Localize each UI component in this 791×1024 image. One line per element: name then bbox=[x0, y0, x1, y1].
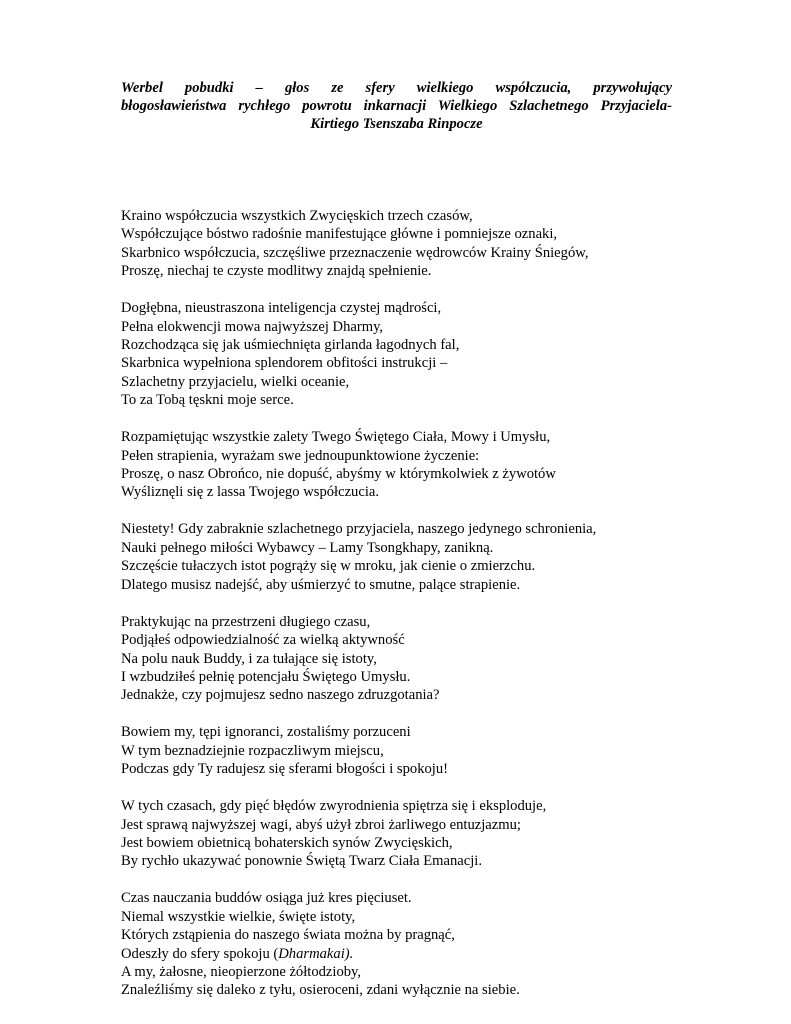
verse-line: W tym beznadziejnie rozpaczliwym miejscu, bbox=[121, 742, 384, 759]
verse-line: Niestety! Gdy zabraknie szlachetnego przyjaciela, naszego jedynego schronienia, bbox=[121, 521, 597, 538]
verse-line: Skarbnica wypełniona splendorem obfitości instrukcji – bbox=[121, 355, 448, 372]
verse-line: Jest bowiem obietnicą bohaterskich synów Zwycięskich, bbox=[121, 834, 453, 851]
verse-line: Praktykując na przestrzeni długiego czasu, bbox=[121, 613, 371, 630]
verse-line: Czas nauczania buddów osiąga już kres pięciuset. bbox=[121, 890, 412, 907]
verse-line: W tych czasach, gdy pięć błędów zwyrodnienia spiętrza się i eksploduje, bbox=[121, 798, 547, 815]
poem-body bbox=[121, 207, 681, 1018]
verse-line: Nauki pełnego miłości Wybawcy – Lamy Tsongkhapy, zanikną. bbox=[121, 539, 494, 556]
verse-line: Dogłębna, nieustraszona inteligencja czystej mądrości, bbox=[121, 300, 442, 317]
verse-line: Proszę, o nasz Obrońco, nie dopuść, abyśmy w którymkolwiek z żywotów bbox=[121, 466, 556, 483]
verse-line: Których zstąpienia do naszego świata można by pragnąć, bbox=[121, 927, 455, 944]
verse-line-with-italic bbox=[121, 945, 681, 963]
stanza-1 bbox=[121, 207, 681, 281]
verse-line: Skarbnico współczucia, szczęśliwe przeznaczenie wędrowców Krainy Śniegów, bbox=[121, 244, 589, 261]
verse-line: Rozpamiętując wszystkie zalety Twego Świętego Ciała, Mowy i Umysłu, bbox=[121, 429, 551, 446]
verse-line: Rozchodząca się jak uśmiechnięta girlanda łagodnych fal, bbox=[121, 337, 460, 354]
verse-line: I wzbudziłeś pełnię potencjału Świętego Umysłu. bbox=[121, 668, 411, 685]
verse-line: Niemal wszystkie wielkie, święte istoty, bbox=[121, 908, 356, 925]
document-title bbox=[121, 79, 672, 134]
verse-line: Pełna elokwencji mowa najwyższej Dharmy, bbox=[121, 318, 384, 335]
stanza-8 bbox=[121, 889, 681, 999]
stanza-6 bbox=[121, 723, 681, 778]
verse-line: Jest sprawą najwyższej wagi, abyś użył zbroi żarliwego entuzjazmu; bbox=[121, 816, 521, 833]
verse-line: Kraino współczucia wszystkich Zwycięskich trzech czasów, bbox=[121, 208, 473, 224]
verse-line: To za Tobą tęskni moje serce. bbox=[121, 392, 294, 409]
verse-line: Proszę, niechaj te czyste modlitwy znajdą spełnienie. bbox=[121, 263, 432, 280]
verse-line: Wyśliznęli się z lassa Twojego współczucia. bbox=[121, 484, 380, 501]
verse-line: Podjąłeś odpowiedzialność za wielką aktywność bbox=[121, 632, 405, 649]
stanza-7 bbox=[121, 797, 681, 871]
stanza-2 bbox=[121, 299, 681, 409]
verse-line: Jednakże, czy pojmujesz sedno naszego zdruzgotania? bbox=[121, 687, 440, 704]
title-line: Werbel pobudki – głos ze sfery wielkiego współczucia, przywołujący bbox=[121, 80, 672, 96]
verse-line: Podczas gdy Ty radujesz się sferami błogości i spokoju! bbox=[121, 761, 449, 778]
verse-line: Szczęście tułaczych istot pogrąży się w mroku, jak cienie o zmierzchu. bbox=[121, 558, 536, 575]
verse-line: By rychło ukazywać ponownie Świętą Twarz Ciała Emanacji. bbox=[121, 853, 483, 870]
verse-line: Znaleźliśmy się daleko z tyłu, osieroceni, zdani wyłącznie na siebie. bbox=[121, 982, 520, 999]
title-line: Kirtiego Tsenszaba Rinpocze bbox=[310, 116, 483, 133]
verse-line: Na polu nauk Buddy, i za tułające się istoty, bbox=[121, 650, 377, 667]
verse-line: Bowiem my, tępi ignoranci, zostaliśmy porzuceni bbox=[121, 724, 411, 741]
title-line: błogosławieństwa rychłego powrotu inkarnacji Wielkiego Szlachetnego Przyjaciela- bbox=[121, 98, 672, 115]
verse-line: Współczujące bóstwo radośnie manifestujące główne i pomniejsze oznaki, bbox=[121, 226, 558, 243]
stanza-4 bbox=[121, 520, 681, 594]
verse-line: A my, żałosne, nieopierzone żółtodzioby, bbox=[121, 963, 362, 980]
verse-fragment: Odeszły do sfery spokoju ( bbox=[121, 945, 279, 962]
verse-line: Pełen strapienia, wyrażam swe jednoupunktowione życzenie: bbox=[121, 447, 480, 464]
verse-fragment-italic: Dharmakai). bbox=[278, 945, 354, 962]
verse-line: Szlachetny przyjacielu, wielki oceanie, bbox=[121, 373, 350, 390]
stanza-3 bbox=[121, 428, 681, 502]
verse-line: Dlatego musisz nadejść, aby uśmierzyć to smutne, palące strapienie. bbox=[121, 576, 521, 593]
stanza-5 bbox=[121, 613, 681, 705]
